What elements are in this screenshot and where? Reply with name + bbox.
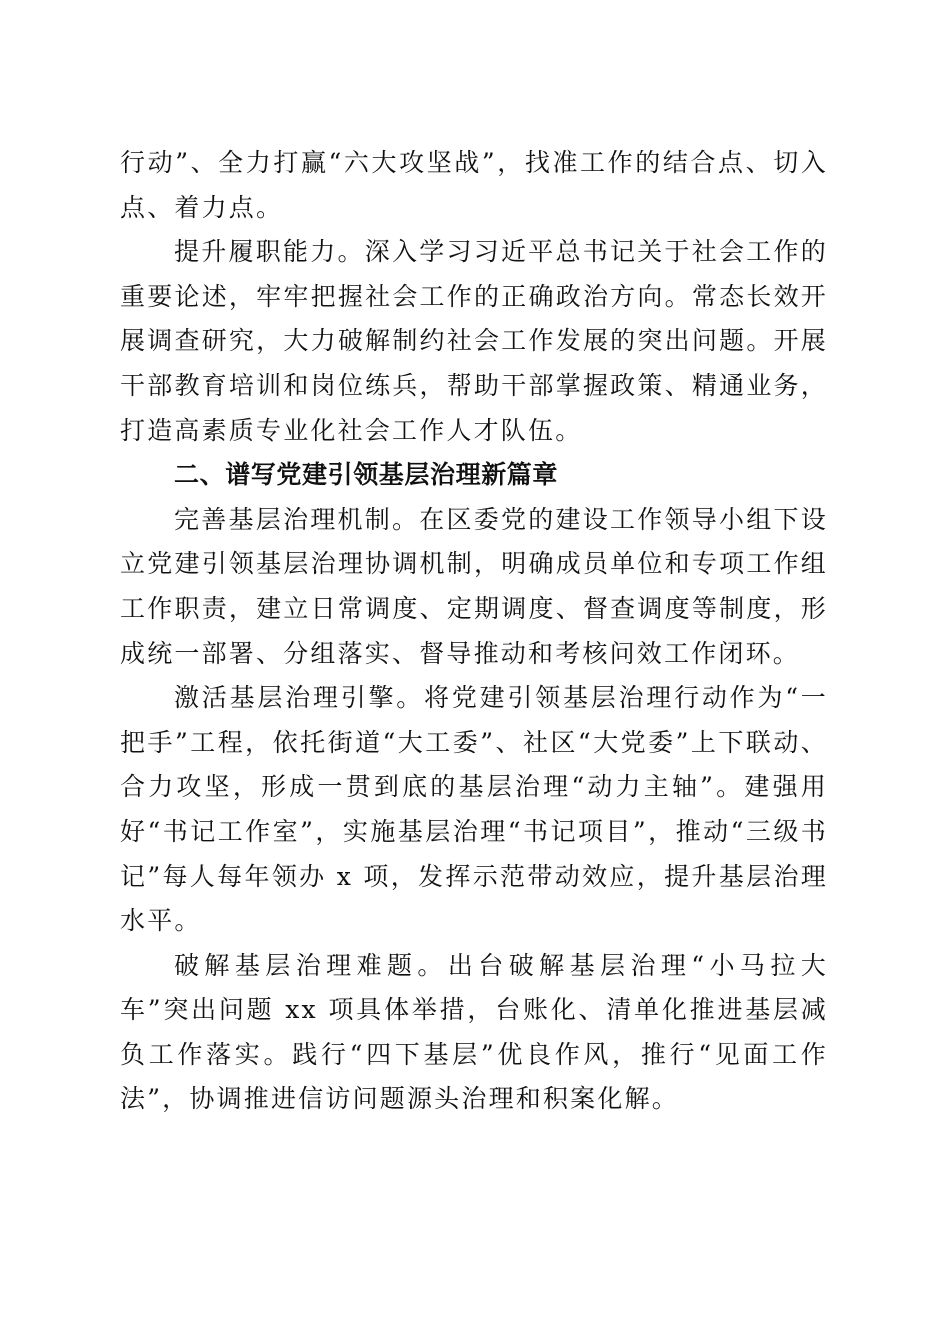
paragraph-improve-capability: 提升履职能力。深入学习习近平总书记关于社会工作的重要论述，牢牢把握社会工作的正确政治方向。常态长效开展调查研究，大力破解制约社会工作发展的突出问题。开展干部教育培训和岗位练兵，帮助干部掌握政策、精通业务，打造高素质专业化社会工作人才队伍。 [120,237,828,445]
document-body [120,141,828,1122]
paragraph-governance-engine: 激活基层治理引擎。将党建引领基层治理行动作为“一把手”工程，依托街道“大工委”、社区“大党委”上下联动、合力攻坚，形成一贯到底的基层治理“动力主轴”。建强用好“书记工作室”，实施基层治理“书记项目”，推动“三级书记”每人每年领办 x 项，发挥示范带动效应，提升基层治理水平。 [120,683,828,936]
paragraph-governance-problems: 破解基层治理难题。出台破解基层治理“小马拉大车”突出问题 xx 项具体举措，台账化、清单化推进基层减负工作落实。践行“四下基层”优良作风，推行“见面工作法”，协调推进信访问题源头治理和积案化解。 [120,950,828,1114]
section-heading-2: 二、谱写党建引领基层治理新篇章 [174,460,559,490]
paragraph-governance-mechanism: 完善基层治理机制。在区委党的建设工作领导小组下设立党建引领基层治理协调机制，明确成员单位和专项工作组工作职责，建立日常调度、定期调度、督查调度等制度，形成统一部署、分组落实、督导推动和考核问效工作闭环。 [120,504,828,668]
paragraph-continuation: 行动”、全力打赢“六大攻坚战”，找准工作的结合点、切入点、着力点。 [120,148,828,222]
